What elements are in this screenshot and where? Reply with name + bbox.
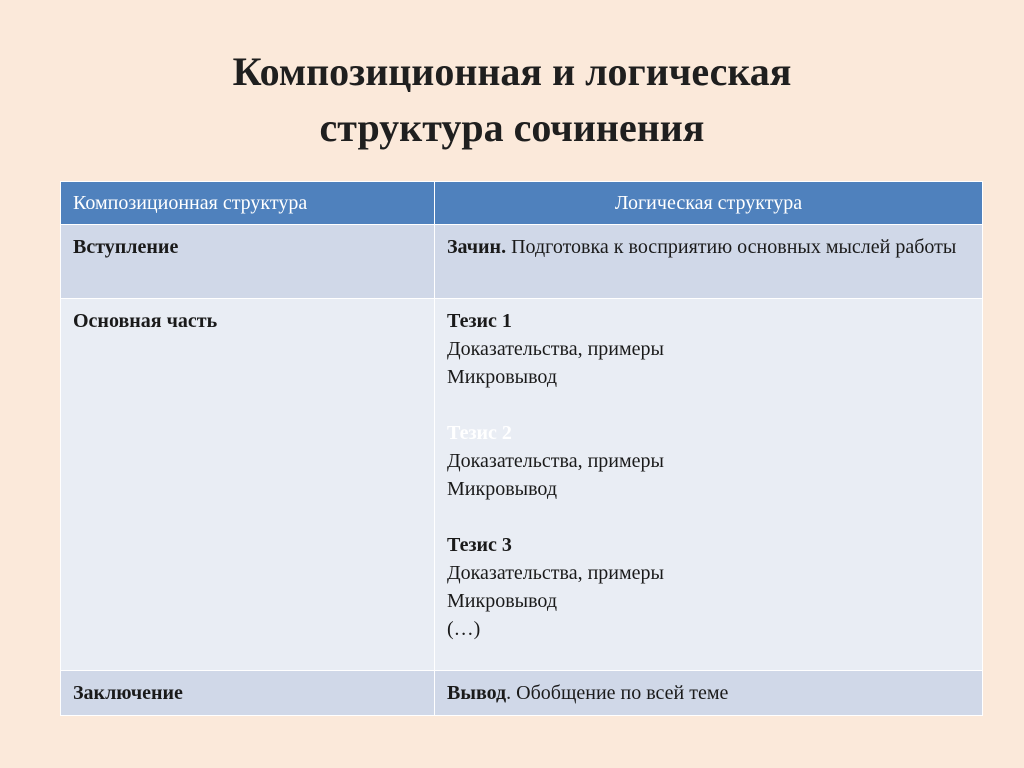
thesis-2-conclusion: Микровывод <box>447 478 557 500</box>
cell-main-part <box>61 299 435 671</box>
thesis-3-title: Тезис 3 <box>447 534 512 556</box>
thesis-2-title: Тезис 2 <box>447 422 512 444</box>
slide-title-line-1: Композиционная и логическая <box>232 49 792 94</box>
intro-lead-text: Подготовка к восприятию основных мыслей работы <box>506 236 957 258</box>
conclusion-label: Заключение <box>73 682 183 704</box>
slide-title-line-2: структура сочинения <box>319 105 705 150</box>
thesis-1-conclusion: Микровывод <box>447 366 557 388</box>
intro-label: Вступление <box>73 236 179 258</box>
header-composition: Композиционная структура <box>61 182 435 225</box>
cell-main-logic <box>435 299 983 671</box>
main-label: Основная часть <box>73 310 218 332</box>
conclusion-lead-bold: Вывод <box>447 682 507 704</box>
thesis-1-title: Тезис 1 <box>447 310 512 332</box>
header-logic: Логическая структура <box>435 182 983 225</box>
conclusion-lead-text: . Обобщение по всей теме <box>506 682 729 704</box>
intro-lead-bold: Зачин. <box>447 236 507 258</box>
slide-title <box>0 44 1024 156</box>
table-row-intro <box>61 225 983 299</box>
table-row-conclusion <box>61 671 983 716</box>
thesis-block-3 <box>447 531 970 643</box>
thesis-block-2 <box>447 419 970 503</box>
thesis-3-ellipsis: (…) <box>447 618 481 640</box>
table-header-row <box>61 182 983 225</box>
thesis-3-evidence: Доказательства, примеры <box>447 562 664 584</box>
thesis-2-evidence: Доказательства, примеры <box>447 450 664 472</box>
structure-table <box>60 181 983 716</box>
thesis-1-evidence: Доказательства, примеры <box>447 338 664 360</box>
cell-intro-logic <box>435 225 983 299</box>
cell-conclusion-logic <box>435 671 983 716</box>
cell-conclusion-part <box>61 671 435 716</box>
thesis-block-1 <box>447 307 970 391</box>
thesis-3-conclusion: Микровывод <box>447 590 557 612</box>
table-row-main <box>61 299 983 671</box>
cell-intro-part <box>61 225 435 299</box>
